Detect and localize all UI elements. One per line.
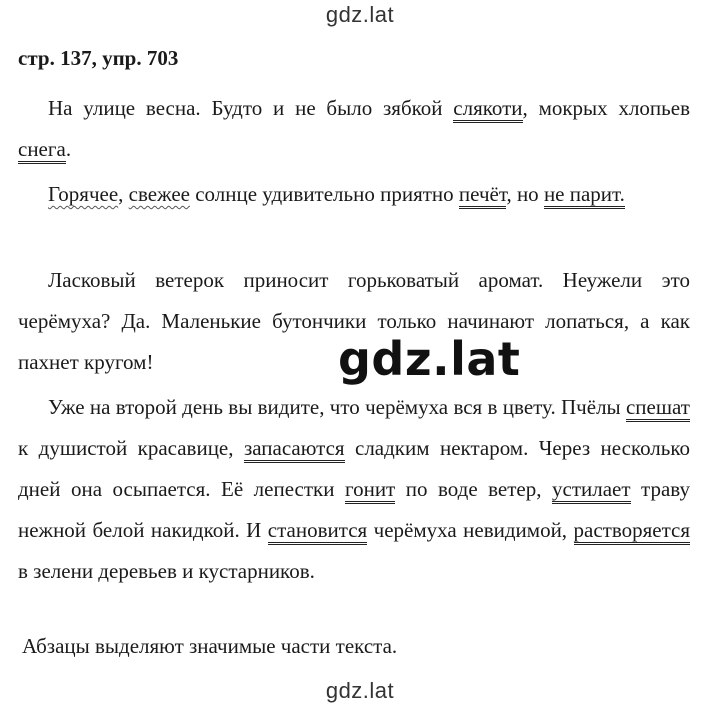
predicate-word: запасаются xyxy=(244,436,345,463)
text-segment: , но xyxy=(506,182,544,206)
predicate-word: устилает xyxy=(552,477,631,504)
predicate-word: печёт xyxy=(459,182,507,209)
text-segment: На улице весна. Будто и не было зябкой xyxy=(48,96,454,120)
text-segment: по воде ветер, xyxy=(395,477,552,501)
predicate-word: снега xyxy=(18,137,66,164)
attribute-word: свежее xyxy=(128,182,190,206)
text-segment: , мокрых хлопьев xyxy=(522,96,690,120)
watermark-bottom: gdz.lat xyxy=(325,678,395,703)
text-segment: траву нежной белой накидкой. И xyxy=(18,477,690,542)
predicate-word: растворяется xyxy=(574,518,690,545)
text-segment: Уже на второй день вы видите, что черёмуха вся в цвету. Пчёлы xyxy=(48,395,626,419)
exercise-heading: стр. 137, упр. 703 xyxy=(18,46,179,70)
text-segment: к душистой красавице, xyxy=(18,436,244,460)
text-segment: черёмуха невидимой, xyxy=(367,518,574,542)
predicate-word: гонит xyxy=(345,477,395,504)
paragraph-1 xyxy=(18,88,690,170)
paragraph-3: Ласковый ветерок приносит горьковатый аромат. Неужели это черёмуха? Да. Маленькие бутончики только начинают лопаться, а как пахнет кругом! xyxy=(18,268,690,374)
watermark-top: gdz.lat xyxy=(325,2,395,27)
paragraph-2 xyxy=(18,174,690,215)
text-segment: сладким нектаром. Через несколько дней она осыпается. Её лепестки xyxy=(18,436,690,501)
paragraph-4 xyxy=(18,387,690,592)
predicate-word: спешат xyxy=(626,395,690,422)
text-segment: в зелени деревьев и кустарников. xyxy=(18,559,315,583)
predicate-word: не парит. xyxy=(544,182,625,209)
predicate-word: слякоти xyxy=(453,96,522,123)
text-segment: , xyxy=(118,182,129,206)
text-segment: солнце удивительно приятно xyxy=(189,182,459,206)
predicate-word: становится xyxy=(268,518,367,545)
text-segment: . xyxy=(65,137,72,161)
attribute-word: Горячее xyxy=(48,182,119,206)
conclusion: Абзацы выделяют значимые части текста. xyxy=(22,634,398,658)
watermark-center: gdz.lat xyxy=(338,332,521,386)
